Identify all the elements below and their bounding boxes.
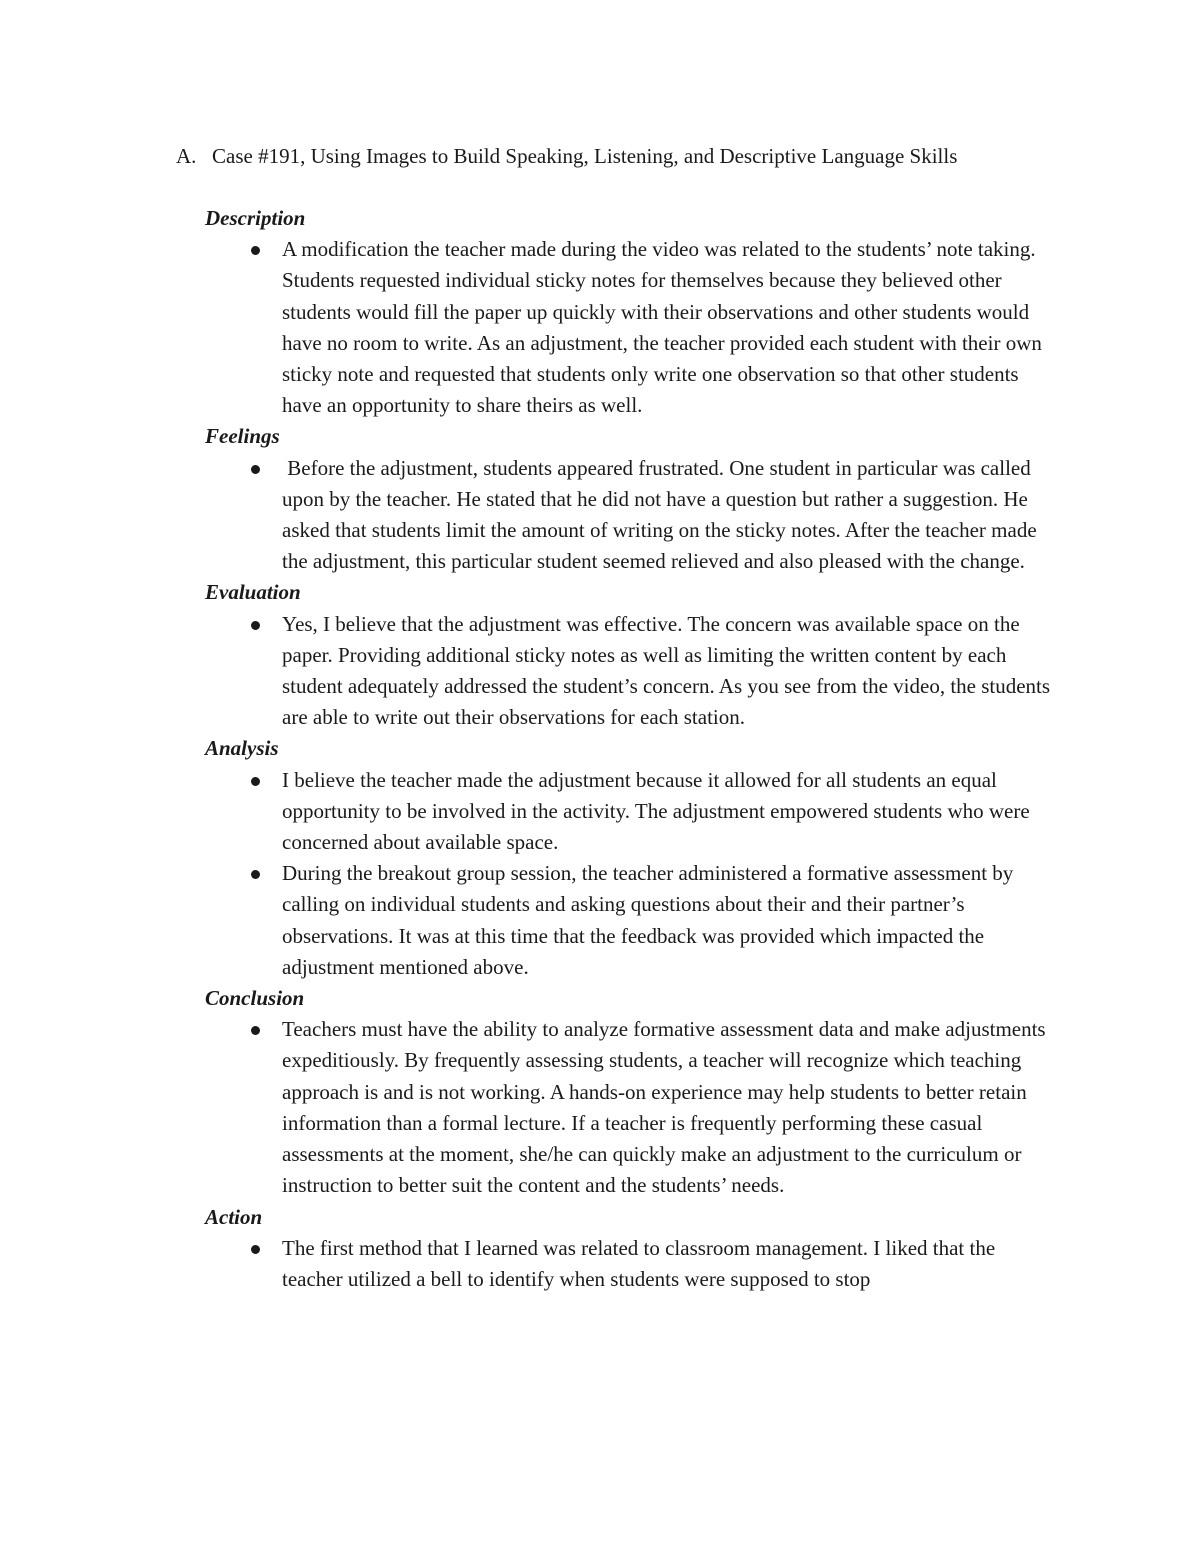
section-title-action: Action (205, 1204, 263, 1229)
bullet-item (205, 234, 1058, 421)
bullet-item (205, 765, 1058, 859)
section-title-evaluation: Evaluation (205, 580, 301, 605)
bullet-list-description (205, 234, 1085, 421)
bullet-list-feelings (205, 453, 1085, 578)
bullet-text: Before the adjustment, students appeared frustrated. One student in particular was called upon by the teacher. He stated that he did not have a question but rather a suggestion. He asked that students limit the amount of writing on the sticky notes. After the teacher made the adjustment, this particular student seemed relieved and also pleased with the change. (282, 455, 1042, 574)
section-evaluation (205, 577, 1085, 733)
bullet-list-conclusion (205, 1014, 1085, 1201)
heading-title: Case #191, Using Images to Build Speaking, Listening, and Descriptive Language Skills (212, 144, 958, 168)
section-description (205, 203, 1085, 421)
bullet-dot-icon (251, 1245, 260, 1254)
bullet-list-action (205, 1233, 1085, 1295)
bullet-item (205, 1014, 1058, 1201)
bullet-item (205, 609, 1058, 734)
case-heading (176, 141, 957, 172)
bullet-text: Teachers must have the ability to analyze formative assessment data and make adjustments expeditiously. By frequently assessing students, a teacher will recognize which teaching approach is and is not working. A hands-on experience may help students to better retain information than a formal lecture. If a teacher is frequently performing these casual assessments at the moment, she/he can quickly make an adjustment to the curriculum or instruction to better suit the content and the students’ needs. (282, 1017, 1046, 1198)
bullet-text: A modification the teacher made during the video was related to the students’ note taking. Students requested individual sticky notes for themselves because they believed other students would fill the paper up quickly with their observations and other students would have no room to write. As an adjustment, the teacher provided each student with their own sticky note and requested that students only write one observation so that other students have an opportunity to share theirs as well. (282, 237, 1042, 418)
heading-list-marker: A. (176, 144, 197, 168)
bullet-list-evaluation (205, 609, 1085, 734)
bullet-text: Yes, I believe that the adjustment was effective. The concern was available space on the paper. Providing additional sticky notes as well as limiting the written content by each student adequately addressed the student’s concern. As you see from the video, the students are able to write out their observations for each station. (282, 611, 1051, 730)
document-body (205, 203, 1085, 1295)
bullet-item (205, 1233, 1058, 1295)
section-title-feelings: Feelings (205, 424, 280, 449)
bullet-dot-icon (251, 621, 260, 630)
section-title-description: Description (205, 206, 306, 230)
bullet-dot-icon (251, 465, 260, 474)
section-title-analysis: Analysis (205, 736, 279, 761)
section-feelings (205, 421, 1085, 577)
bullet-list-analysis (205, 765, 1085, 983)
bullet-text: During the breakout group session, the teacher administered a formative assessment by calling on individual students and asking questions about their and their partner’s observations. It was at this time that the feedback was provided which impacted the adjustment mentioned above. (282, 861, 1014, 979)
bullet-item (205, 858, 1058, 983)
bullet-item (205, 453, 1058, 578)
bullet-dot-icon (251, 777, 260, 786)
bullet-text: The first method that I learned was related to classroom management. I liked that the teacher utilized a bell to identify when students were supposed to stop (282, 1235, 996, 1291)
bullet-dot-icon (251, 1026, 260, 1035)
section-analysis (205, 733, 1085, 983)
bullet-dot-icon (251, 246, 260, 255)
bullet-dot-icon (251, 870, 260, 879)
section-action (205, 1202, 1085, 1296)
section-conclusion (205, 983, 1085, 1201)
bullet-text: I believe the teacher made the adjustment because it allowed for all students an equal opportunity to be involved in the activity. The adjustment empowered students who were concerned about available space. (282, 767, 1030, 855)
section-title-conclusion: Conclusion (205, 986, 305, 1011)
